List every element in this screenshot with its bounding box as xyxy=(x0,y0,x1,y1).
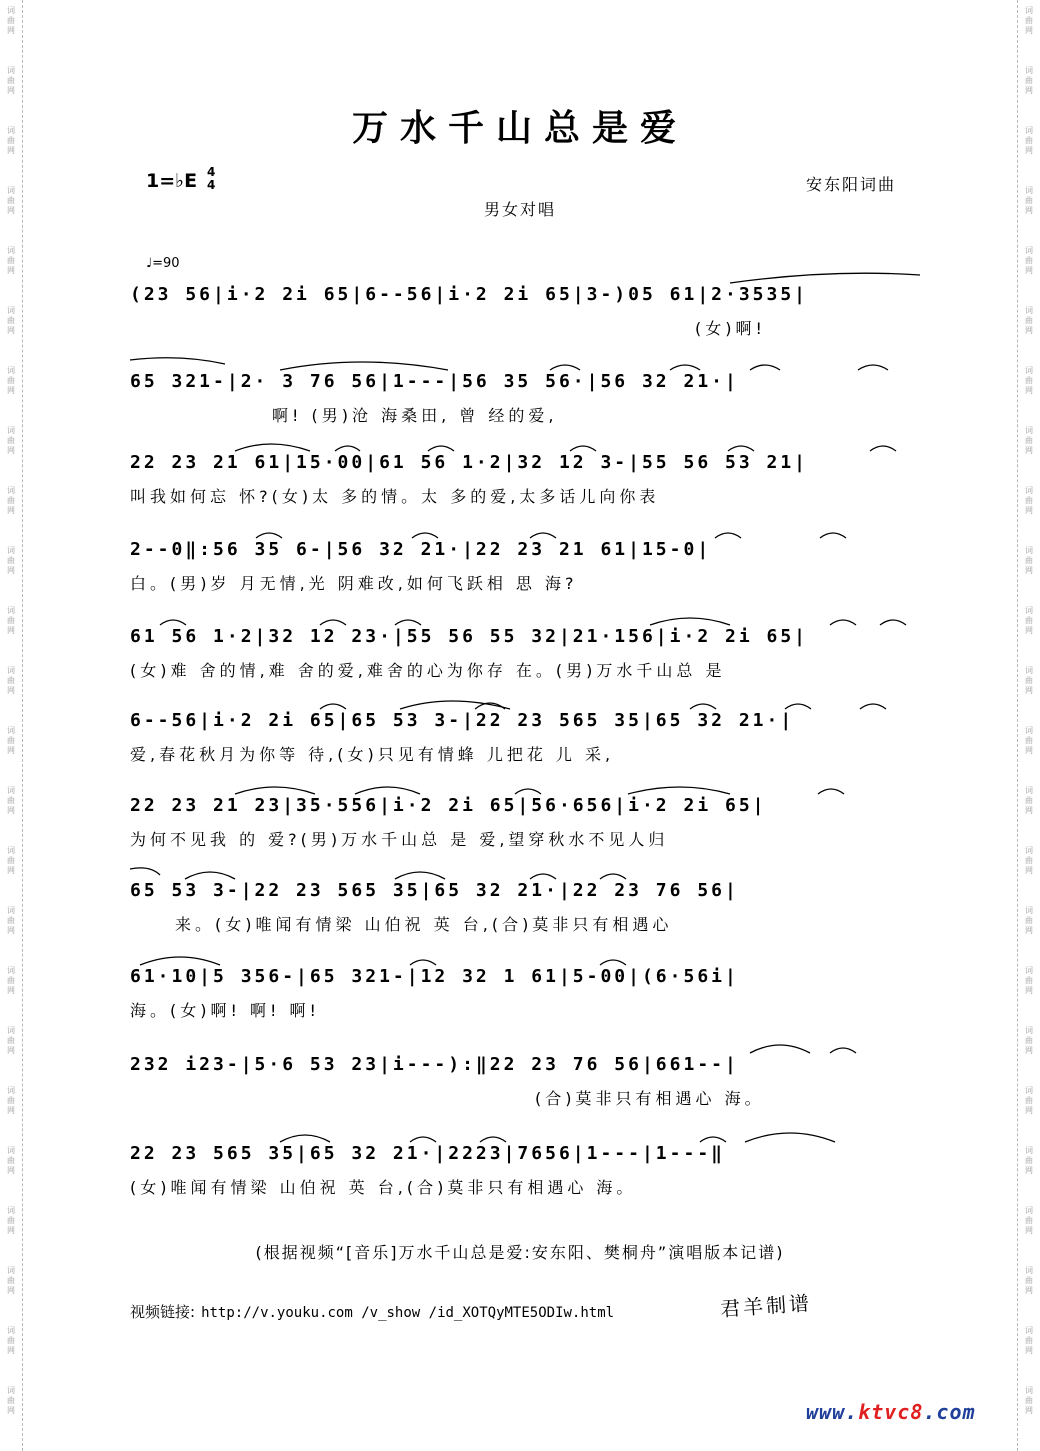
page-title: 万水千山总是爱 xyxy=(351,107,688,149)
score-system xyxy=(130,538,920,602)
watermark-char: 曲 xyxy=(7,496,15,505)
watermark-char: 曲 xyxy=(1025,256,1033,265)
watermark-char: 词 xyxy=(7,606,15,615)
watermark-char: 网 xyxy=(7,206,15,215)
tempo-marking: ♩=90 xyxy=(146,256,180,271)
watermark-char: 网 xyxy=(7,326,15,335)
watermark-char: 词 xyxy=(1025,1266,1033,1275)
watermark-char: 词 xyxy=(7,726,15,735)
watermark-char: 曲 xyxy=(7,136,15,145)
system-notes: 61·10|5 356-|65 321-|12 32 1 61|5-00|(6·56i| xyxy=(130,966,739,987)
watermark-char: 曲 xyxy=(1025,1096,1033,1105)
watermark-char: 网 xyxy=(1025,686,1033,695)
watermark-char: 网 xyxy=(1025,206,1033,215)
system-lyrics: (女)啊! xyxy=(695,319,766,338)
watermark-char: 网 xyxy=(7,26,15,35)
watermark-char: 网 xyxy=(7,986,15,995)
watermark-char: 曲 xyxy=(7,316,15,325)
watermark-char: 曲 xyxy=(7,736,15,745)
watermark-char: 词 xyxy=(1025,846,1033,855)
site-logo-part-1: www. xyxy=(806,1400,859,1424)
system-lyrics: 叫我如何忘 怀?(女)太 多的情。太 多的爱,太多话儿向你表 xyxy=(130,487,660,506)
watermark-char: 词 xyxy=(7,486,15,495)
watermark-char: 网 xyxy=(1025,326,1033,335)
system-lyrics: (女)唯闻有情梁 山伯祝 英 台,(合)莫非只有相遇心 海。 xyxy=(130,1178,637,1197)
watermark-char: 曲 xyxy=(1025,1396,1033,1405)
watermark-char: 网 xyxy=(1025,506,1033,515)
watermark-char: 词 xyxy=(1025,1146,1033,1155)
watermark-char: 词 xyxy=(1025,486,1033,495)
watermark-char: 曲 xyxy=(7,1036,15,1045)
watermark-char: 词 xyxy=(7,1026,15,1035)
watermark-char: 词 xyxy=(1025,126,1033,135)
watermark-char: 网 xyxy=(7,386,15,395)
watermark-char: 词 xyxy=(1025,1086,1033,1095)
video-link-line xyxy=(130,1301,614,1322)
credit: 安东阳词曲 xyxy=(806,175,897,194)
watermark-char: 词 xyxy=(7,1386,15,1395)
watermark-char: 网 xyxy=(1025,386,1033,395)
watermark-char: 词 xyxy=(7,366,15,375)
watermark-char: 曲 xyxy=(7,436,15,445)
watermark-char: 网 xyxy=(1025,26,1033,35)
watermark-char: 词 xyxy=(1025,786,1033,795)
watermark-char: 网 xyxy=(7,1346,15,1355)
watermark-char: 曲 xyxy=(7,376,15,385)
transcriber-signature: 君羊制谱 xyxy=(719,1290,813,1322)
watermark-char: 词 xyxy=(1025,366,1033,375)
watermark-char: 网 xyxy=(7,1406,15,1415)
watermark-char: 词 xyxy=(7,786,15,795)
watermark-char: 词 xyxy=(7,126,15,135)
watermark-char: 曲 xyxy=(7,196,15,205)
watermark-char: 网 xyxy=(1025,746,1033,755)
watermark-char: 网 xyxy=(7,866,15,875)
watermark-char: 曲 xyxy=(1025,916,1033,925)
watermark-char: 网 xyxy=(7,506,15,515)
score-system xyxy=(130,1053,920,1117)
watermark-char: 词 xyxy=(7,1206,15,1215)
watermark-char: 词 xyxy=(7,426,15,435)
watermark-char: 曲 xyxy=(1025,76,1033,85)
watermark-char: 网 xyxy=(7,926,15,935)
watermark-char: 词 xyxy=(1025,426,1033,435)
score-system xyxy=(130,794,920,858)
watermark-char: 曲 xyxy=(7,1336,15,1345)
watermark-char: 曲 xyxy=(1025,16,1033,25)
site-logo xyxy=(806,1400,976,1424)
watermark-char: 网 xyxy=(1025,626,1033,635)
watermark-char: 曲 xyxy=(1025,316,1033,325)
score-system xyxy=(130,283,920,347)
time-signature-bottom: 4 xyxy=(207,178,216,192)
watermark-char: 网 xyxy=(7,1046,15,1055)
watermark-char: 网 xyxy=(1025,1046,1033,1055)
key-signature: 1=♭E xyxy=(146,170,198,192)
source-note: (根据视频“[音乐]万水千山总是爱:安东阳、樊桐舟”演唱版本记谱) xyxy=(255,1243,785,1262)
watermark-char: 网 xyxy=(7,566,15,575)
system-lyrics: 为何不见我 的 爱?(男)万水千山总 是 爱,望穿秋水不见人归 xyxy=(130,830,669,849)
watermark-char: 词 xyxy=(7,66,15,75)
watermark-char: 词 xyxy=(7,546,15,555)
system-notes: 22 23 21 23|35·556|i·2 2i 65|56·656|i·2 2i 65| xyxy=(130,795,767,816)
watermark-char: 网 xyxy=(7,1106,15,1115)
time-signature-top: 4 xyxy=(207,165,216,179)
watermark-char: 网 xyxy=(7,686,15,695)
watermark-char: 词 xyxy=(1025,66,1033,75)
watermark-char: 曲 xyxy=(1025,1036,1033,1045)
watermark-char: 网 xyxy=(1025,266,1033,275)
watermark-char: 网 xyxy=(7,266,15,275)
watermark-char: 词 xyxy=(1025,1326,1033,1335)
score-system xyxy=(130,451,920,515)
watermark-char: 词 xyxy=(7,1326,15,1335)
score-system xyxy=(130,625,920,689)
watermark-char: 曲 xyxy=(7,556,15,565)
watermark-char: 网 xyxy=(1025,1406,1033,1415)
watermark-char: 词 xyxy=(1025,726,1033,735)
watermark-char: 网 xyxy=(7,146,15,155)
system-notes: (23 56|i·2 2i 65|6--56|i·2 2i 65|3-)05 61|2·3535| xyxy=(130,284,809,305)
watermark-char: 词 xyxy=(7,666,15,675)
watermark-char: 网 xyxy=(7,1166,15,1175)
watermark-char: 网 xyxy=(1025,86,1033,95)
watermark-char: 曲 xyxy=(1025,976,1033,985)
watermark-char: 词 xyxy=(1025,1026,1033,1035)
watermark-char: 曲 xyxy=(7,1216,15,1225)
watermark-char: 网 xyxy=(1025,446,1033,455)
system-notes: 22 23 21 61|15·00|61 56 1·2|32 12 3-|55 56 53 21| xyxy=(130,452,809,473)
score-system xyxy=(130,879,920,943)
watermark-char: 词 xyxy=(1025,186,1033,195)
watermark-char: 词 xyxy=(7,1266,15,1275)
system-notes: 6--56|i·2 2i 65|65 53 3-|22 23 565 35|65 32 21·| xyxy=(130,710,795,731)
system-lyrics: 啊! (男)沧 海桑田, 曾 经的爱, xyxy=(272,406,558,425)
watermark-char: 网 xyxy=(1025,1166,1033,1175)
system-notes: 61 56 1·2|32 12 23·|55 56 55 32|21·156|i·2 2i 65| xyxy=(130,626,809,647)
watermark-char: 网 xyxy=(1025,1106,1033,1115)
watermark-char: 网 xyxy=(7,86,15,95)
score-system xyxy=(130,1142,920,1206)
watermark-char: 网 xyxy=(1025,1226,1033,1235)
watermark-char: 曲 xyxy=(1025,616,1033,625)
watermark-char: 曲 xyxy=(7,616,15,625)
watermark-char: 网 xyxy=(1025,806,1033,815)
watermark-char: 网 xyxy=(7,1226,15,1235)
watermark-char: 曲 xyxy=(7,916,15,925)
system-lyrics: (女)难 舍的情,难 舍的爱,难舍的心为你存 在。(男)万水千山总 是 xyxy=(130,661,726,680)
site-logo-part-2: ktvc8 xyxy=(858,1400,924,1424)
watermark-char: 词 xyxy=(1025,306,1033,315)
watermark-char: 网 xyxy=(7,746,15,755)
time-signature xyxy=(207,166,215,192)
watermark-char: 网 xyxy=(7,1286,15,1295)
watermark-char: 网 xyxy=(1025,986,1033,995)
site-logo-part-3: .com xyxy=(923,1400,976,1424)
performance-type: 男女对唱 xyxy=(483,200,556,219)
watermark-char: 曲 xyxy=(1025,676,1033,685)
watermark-char: 网 xyxy=(1025,926,1033,935)
watermark-char: 词 xyxy=(1025,246,1033,255)
watermark-char: 词 xyxy=(7,906,15,915)
system-lyrics: 白。(男)岁 月无情,光 阴难改,如何飞跃相 思 海? xyxy=(130,574,578,593)
watermark-char: 曲 xyxy=(1025,1216,1033,1225)
watermark-char: 词 xyxy=(7,306,15,315)
watermark-char: 词 xyxy=(7,1086,15,1095)
watermark-char: 词 xyxy=(7,846,15,855)
system-lyrics: 海。(女)啊! 啊! 啊! xyxy=(130,1001,320,1020)
watermark-char: 曲 xyxy=(7,856,15,865)
watermark-char: 曲 xyxy=(7,76,15,85)
watermark-char: 曲 xyxy=(7,676,15,685)
system-lyrics: 爱,春花秋月为你等 待,(女)只见有情蜂 儿把花 儿 采, xyxy=(130,745,615,764)
watermark-char: 词 xyxy=(1025,666,1033,675)
watermark-char: 曲 xyxy=(1025,796,1033,805)
watermark-char: 词 xyxy=(7,6,15,15)
watermark-char: 曲 xyxy=(7,1156,15,1165)
watermark-char: 曲 xyxy=(1025,556,1033,565)
watermark-char: 词 xyxy=(1025,966,1033,975)
watermark-char: 网 xyxy=(1025,866,1033,875)
watermark-char: 词 xyxy=(1025,1386,1033,1395)
watermark-char: 词 xyxy=(7,966,15,975)
watermark-char: 曲 xyxy=(1025,496,1033,505)
watermark-char: 词 xyxy=(7,186,15,195)
score-system xyxy=(130,370,920,434)
system-notes: 2--0‖:56 35 6-|56 32 21·|22 23 21 61|15-0| xyxy=(130,539,712,560)
watermark-char: 曲 xyxy=(7,256,15,265)
watermark-char: 曲 xyxy=(1025,376,1033,385)
system-notes: 232 i23-|5·6 53 23|i---):‖22 23 76 56|661--| xyxy=(130,1054,739,1075)
watermark-char: 词 xyxy=(1025,606,1033,615)
watermark-char: 曲 xyxy=(7,16,15,25)
watermark-char: 曲 xyxy=(7,976,15,985)
watermark-char: 曲 xyxy=(1025,196,1033,205)
watermark-char: 词 xyxy=(1025,906,1033,915)
watermark-char: 词 xyxy=(7,1146,15,1155)
watermark-char: 曲 xyxy=(1025,856,1033,865)
watermark-char: 词 xyxy=(1025,546,1033,555)
watermark-char: 曲 xyxy=(1025,1276,1033,1285)
watermark-char: 曲 xyxy=(1025,436,1033,445)
watermark-char: 曲 xyxy=(7,1276,15,1285)
score-system xyxy=(130,709,920,773)
watermark-char: 网 xyxy=(7,446,15,455)
watermark-char: 词 xyxy=(1025,6,1033,15)
watermark-char: 网 xyxy=(7,626,15,635)
video-link-label: 视频链接: xyxy=(130,1303,196,1321)
watermark-char: 网 xyxy=(1025,566,1033,575)
video-link-url[interactable]: http://v.youku.com /v_show /id_XOTQyMTE5ODIw.html xyxy=(201,1305,615,1321)
watermark-char: 曲 xyxy=(1025,1336,1033,1345)
system-notes: 65 321-|2· 3 76 56|1---|56 35 56·|56 32 21·| xyxy=(130,371,739,392)
watermark-char: 网 xyxy=(7,806,15,815)
watermark-char: 词 xyxy=(1025,1206,1033,1215)
system-notes: 22 23 565 35|65 32 21·|2223|7656|1---|1---‖ xyxy=(130,1143,725,1164)
system-lyrics: (合)莫非只有相遇心 海。 xyxy=(535,1089,765,1108)
watermark-char: 网 xyxy=(1025,1346,1033,1355)
watermark-char: 曲 xyxy=(1025,1156,1033,1165)
score-system xyxy=(130,965,920,1029)
watermark-char: 曲 xyxy=(7,796,15,805)
watermark-char: 词 xyxy=(7,246,15,255)
watermark-char: 曲 xyxy=(7,1396,15,1405)
system-lyrics: 来。(女)唯闻有情梁 山伯祝 英 台,(合)莫非只有相遇心 xyxy=(175,915,673,934)
watermark-char: 曲 xyxy=(1025,136,1033,145)
watermark-char: 网 xyxy=(1025,146,1033,155)
system-notes: 65 53 3-|22 23 565 35|65 32 21·|22 23 76 56| xyxy=(130,880,739,901)
watermark-char: 曲 xyxy=(1025,736,1033,745)
watermark-char: 曲 xyxy=(7,1096,15,1105)
watermark-char: 网 xyxy=(1025,1286,1033,1295)
